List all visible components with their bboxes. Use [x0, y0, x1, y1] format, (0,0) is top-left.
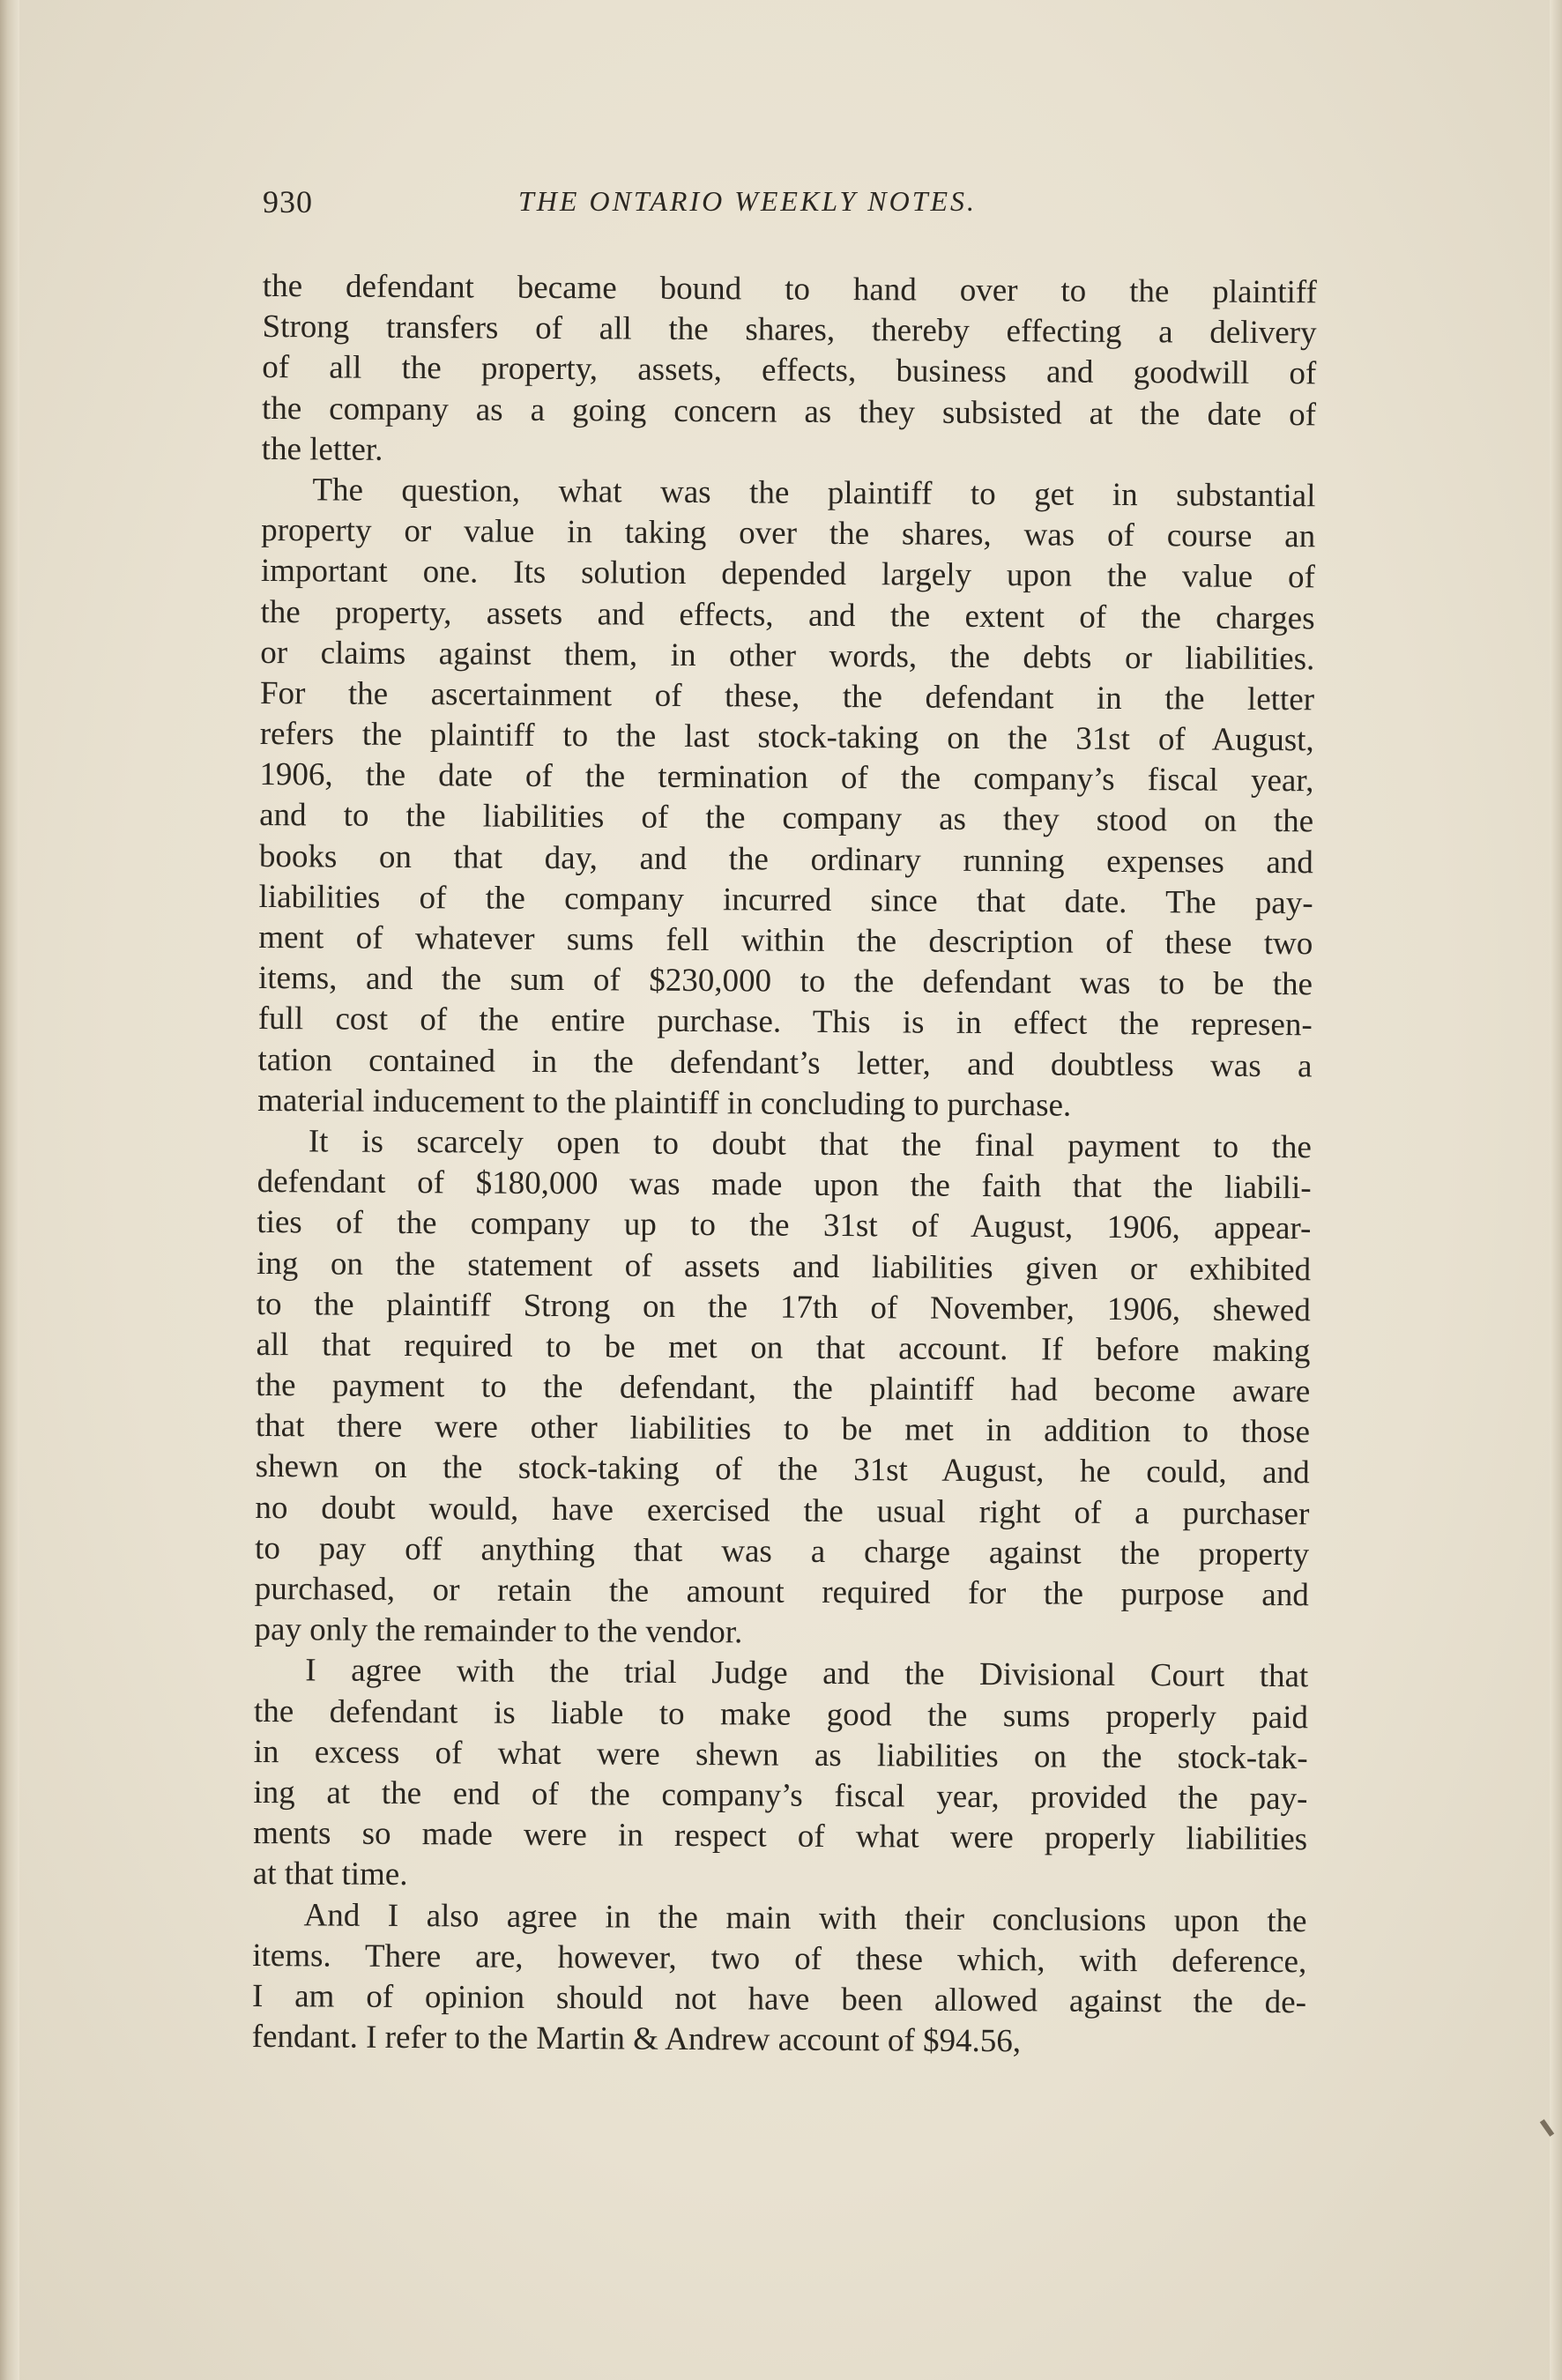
text-line: the payment to the defendant, the plaintiff had become aware	[256, 1367, 1311, 1410]
text-line: or claims against them, in other words, the debts or liabilities.	[260, 634, 1315, 677]
text-line: and to the liabilities of the company as they stood on the	[259, 797, 1314, 840]
text-line: items. There are, however, two of these which, with deference,	[252, 1937, 1307, 1980]
text-line: And I also agree in the main with their conclusions upon the	[303, 1896, 1307, 1939]
text-line: the defendant is liable to make good the sums properly paid	[253, 1692, 1309, 1736]
text-line: ment of whatever sums fell within the description of these two	[258, 919, 1313, 963]
text-line: ing at the end of the company’s fiscal year, provided the pay-	[253, 1774, 1308, 1818]
paragraph	[257, 470, 1315, 1127]
paragraph	[254, 1121, 1312, 1657]
text-line: all that required to be met on that account. If before making	[256, 1326, 1311, 1370]
text-line: important one. Its solution depended largely upon the value of	[260, 553, 1315, 596]
paragraph	[262, 266, 1317, 476]
text-line: pay only the remainder to the vendor.	[254, 1611, 743, 1651]
text-line: at that time.	[252, 1856, 408, 1893]
page-edge-shadow	[1550, 0, 1562, 2380]
text-line: 1906, the date of the termination of the company’s fiscal year,	[259, 756, 1314, 800]
text-line: defendant of $180,000 was made upon the faith that the liabili-	[257, 1164, 1312, 1207]
text-line: material inducement to the plaintiff in concluding to purchase.	[257, 1082, 1072, 1124]
text-line: I am of opinion should not have been allowed against the de-	[251, 1977, 1307, 2021]
page-number: 930	[263, 184, 313, 219]
text-line: that there were other liabilities to be met in addition to those	[255, 1408, 1311, 1451]
text-line: ments so made were in respect of what were properly liabilities	[253, 1815, 1308, 1858]
text-line: It is scarcely open to doubt that the final payment to the	[308, 1123, 1313, 1166]
paragraph	[253, 1650, 1309, 1900]
text-line: the letter.	[261, 430, 383, 468]
text-line: property or value in taking over the shares, was of course an	[261, 512, 1316, 555]
text-line: no doubt would, have exercised the usual right of a purchaser	[255, 1489, 1310, 1532]
text-line: Strong transfers of all the shares, thereby effecting a delivery	[262, 309, 1317, 352]
text-line: ties of the company up to the 31st of August, 1906, appear-	[257, 1204, 1312, 1247]
book-spine-shadow	[0, 0, 19, 2380]
text-line: tation contained in the defendant’s letter, and doubtless was a	[257, 1041, 1313, 1084]
text-line: the defendant became bound to hand over to the plaintiff	[262, 267, 1317, 311]
text-line: to the plaintiff Strong on the 17th of November, 1906, shewed	[256, 1285, 1311, 1328]
body-text	[252, 266, 1317, 2064]
text-line: shewn on the stock-taking of the 31st August, he could, and	[255, 1448, 1310, 1491]
text-line: ing on the statement of assets and liabilities given or exhibited	[256, 1245, 1312, 1288]
text-line: The question, what was the plaintiff to get in substantial	[312, 472, 1316, 515]
text-line: in excess of what were shewn as liabilities on the stock-tak-	[253, 1733, 1308, 1777]
text-line: I agree with the trial Judge and the Divisional Court that	[305, 1652, 1309, 1695]
text-line: fendant. I refer to the Martin & Andrew account of $94.56,	[251, 2019, 1022, 2060]
text-line: the property, assets and effects, and the extent of the charges	[260, 593, 1315, 636]
page-header	[263, 183, 1317, 227]
text-line: items, and the sum of $230,000 to the defendant was to be the	[257, 960, 1313, 1003]
text-line: refers the plaintiff to the last stock-taking on the 31st of August,	[259, 716, 1314, 759]
text-line: purchased, or retain the amount required for the purpose and	[254, 1570, 1309, 1614]
text-line: the company as a going concern as they subsisted at the date of	[261, 390, 1317, 433]
text-line: to pay off anything that was a charge against the property	[254, 1529, 1310, 1573]
text-line: full cost of the entire purchase. This is in effect the represen-	[257, 1000, 1313, 1044]
running-title: THE ONTARIO WEEKLY NOTES.	[518, 185, 978, 217]
text-line: books on that day, and the ordinary running expenses and	[258, 837, 1314, 881]
text-line: liabilities of the company incurred since that date. The pay-	[258, 878, 1313, 922]
text-line: of all the property, assets, effects, business and goodwill of	[262, 349, 1317, 392]
paragraph	[252, 1894, 1307, 2064]
text-line: For the ascertainment of these, the defendant in the letter	[259, 674, 1315, 718]
